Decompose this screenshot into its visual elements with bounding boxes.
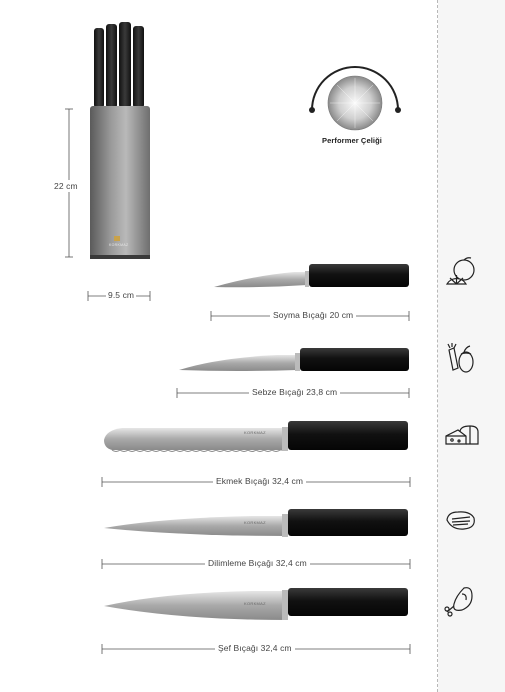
paring-knife: [212, 260, 412, 292]
chef-knife-label: Şef Bıçağı 32,4 cm: [215, 643, 295, 653]
vegetable-knife-label: Sebze Bıçağı 23,8 cm: [249, 387, 340, 397]
citrus-icon: [444, 256, 478, 290]
knife-block: [88, 22, 158, 267]
steak-icon: [444, 508, 478, 536]
vegetable-knife: [177, 344, 412, 376]
steel-disc: [300, 70, 410, 135]
steel-label: Performer Çeliği: [322, 136, 382, 145]
panel-divider: [437, 0, 438, 692]
meat-bone-icon: [444, 582, 478, 616]
block-logo: KORKMAZ: [109, 243, 129, 247]
paring-knife-label: Soyma Bıçağı 20 cm: [270, 310, 356, 320]
block-width-label: 9.5 cm: [108, 290, 135, 300]
bread-knife: [102, 418, 412, 454]
vegetables-icon: [444, 342, 478, 374]
slicing-knife-logo: KORKMAZ: [244, 520, 266, 525]
chef-knife-logo: KORKMAZ: [244, 601, 266, 606]
bread-knife-logo: KORKMAZ: [244, 430, 266, 435]
bread-knife-label: Ekmek Bıçağı 32,4 cm: [213, 476, 306, 486]
block-height-label: 22 cm: [54, 181, 78, 191]
slicing-knife-label: Dilimleme Bıçağı 32,4 cm: [205, 558, 310, 568]
bread-cheese-icon: [444, 424, 480, 450]
